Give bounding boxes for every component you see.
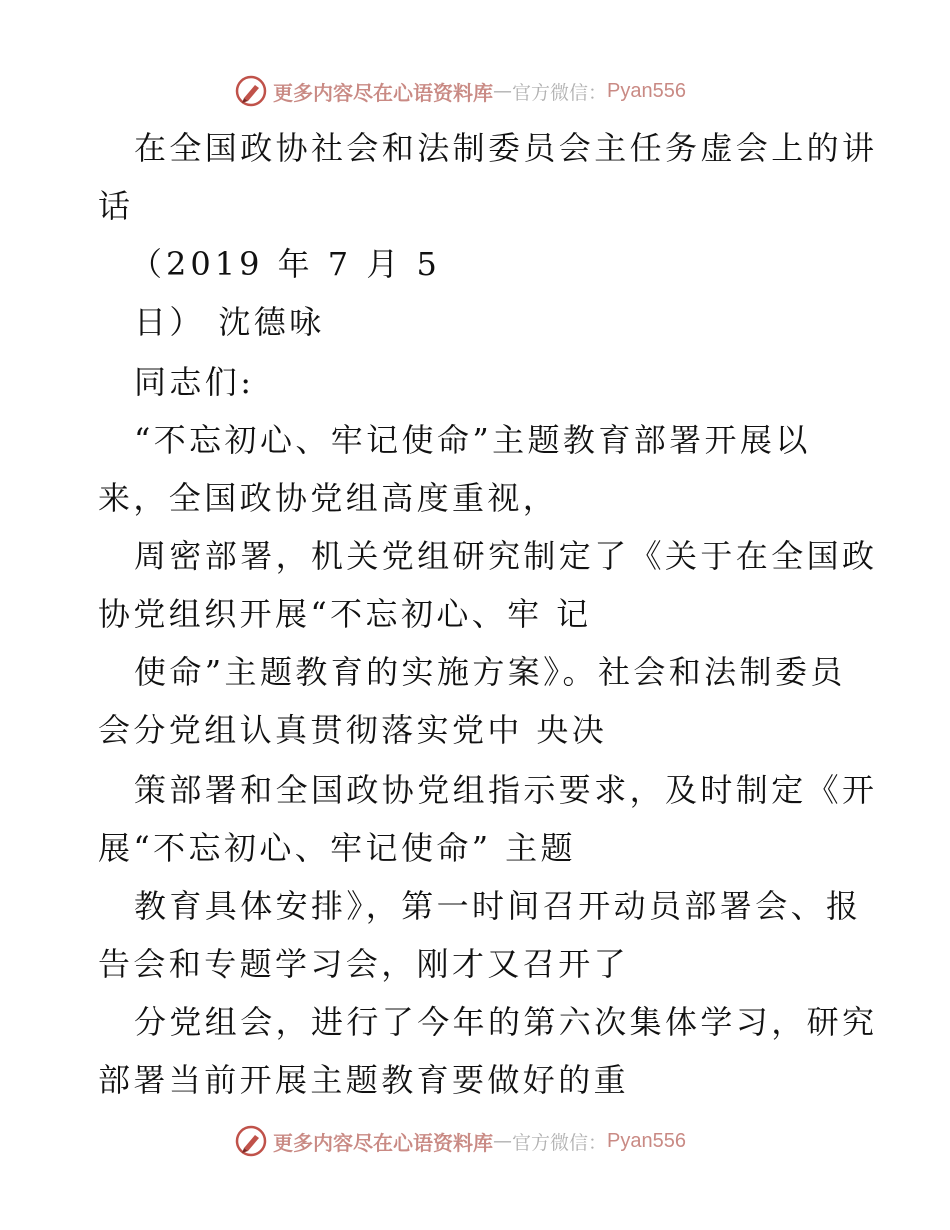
paragraph-line: 部署当前开展主题教育要做好的重 — [98, 1061, 630, 1099]
paragraph-line: 教育具体安排》，第一时间召开动员部署会、报 — [134, 887, 862, 925]
paragraph-line: 使命”主题教育的实施方案》。社会和法制委员 — [134, 653, 846, 691]
paragraph-line: 展“不忘初心、牢记使命” 主题 — [98, 829, 576, 867]
title-line-1: 在全国政协社会和法制委员会主任务虚会上的讲 — [134, 129, 878, 167]
date-line: （2019 年 7 月 5 — [130, 245, 441, 283]
watermark-separator: — — [493, 1130, 512, 1152]
paragraph-line: 周密部署，机关党组研究制定了《关于在全国政 — [134, 537, 878, 575]
author-line: 日） 沈德咏 — [134, 303, 325, 341]
paragraph-line: 会分党组认真贯彻落实党中 央决 — [98, 711, 608, 749]
watermark-label: 官方微信： — [512, 81, 608, 104]
paragraph-line: 协党组织开展“不忘初心、牢 记 — [98, 595, 592, 633]
watermark-label: 官方微信： — [512, 1131, 608, 1154]
watermark-separator: — — [493, 80, 512, 102]
title-line-2: 话 — [98, 187, 134, 225]
pen-logo-icon — [235, 1125, 267, 1157]
watermark-text: 更多内容尽在心语资料库 — [273, 1130, 493, 1155]
salutation-line: 同志们: — [134, 363, 255, 401]
paragraph-line: 告会和专题学习会，刚才又召开了 — [98, 945, 630, 983]
paragraph-line: 来，全国政协党组高度重视， — [98, 479, 559, 517]
header-watermark — [235, 74, 686, 108]
pen-logo-icon — [235, 75, 267, 107]
footer-watermark — [235, 1124, 686, 1158]
watermark-text: 更多内容尽在心语资料库 — [273, 80, 493, 105]
watermark-wechat-id: Pyan556 — [607, 1129, 686, 1152]
paragraph-line: 策部署和全国政协党组指示要求，及时制定《开 — [134, 771, 878, 809]
paragraph-line: “不忘初心、牢记使命”主题教育部署开展以 — [134, 421, 811, 459]
watermark-wechat-id: Pyan556 — [607, 79, 686, 102]
paragraph-line: 分党组会，进行了今年的第六次集体学习，研究 — [134, 1003, 878, 1041]
